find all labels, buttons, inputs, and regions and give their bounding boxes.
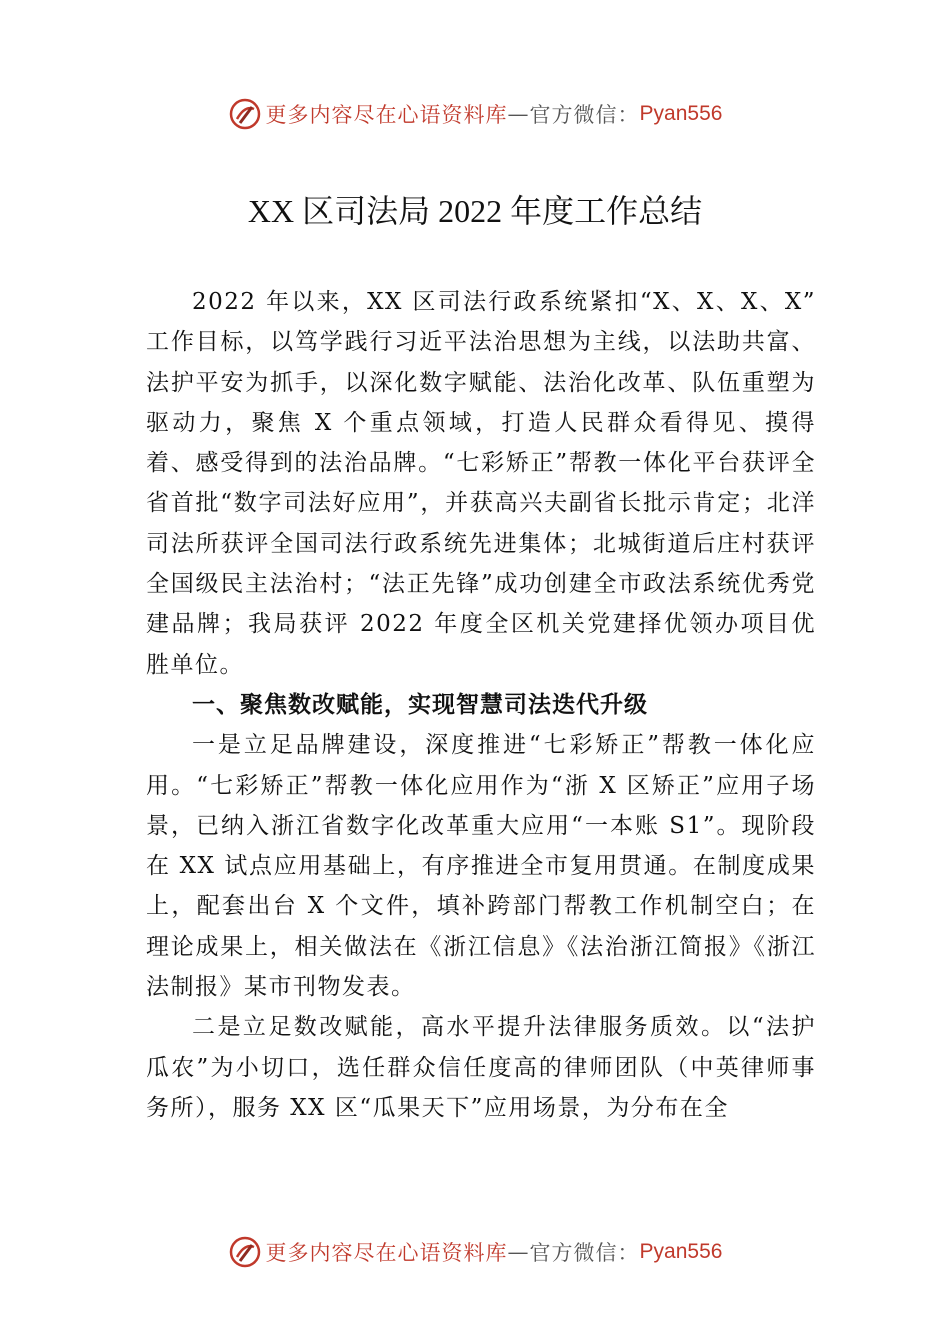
banner-wechat-label: 官方微信： <box>529 103 640 127</box>
banner-wechat-id: Pyan556 <box>639 102 723 125</box>
intro-paragraph: 2022 年以来，XX 区司法行政系统紧扣“X、X、X、X” 工作目标，以笃学践行习近平法治思想为主线，以法助共富、法护平安为抓手，以深化数字赋能、法治化改革、队伍重塑为驱动力，聚焦 X 个重点领域，打造人民群众看得见、摸得着、感受得到的法治品牌。“七彩矫正”帮教一体化平台获评全省首批“数字司法好应用”，并获高兴夫副省长批示肯定；北洋司法所获评全国司法行政系统先进集体；北城街道后庄村获评全国级民主法治村；“法正先锋”成功创建全市政法系统优秀党建品牌；我局获评 2022 年度全区机关党建择优领办项目优胜单位。 <box>146 289 816 678</box>
banner-wechat-id: Pyan556 <box>639 1240 723 1263</box>
header-banner <box>0 94 950 134</box>
banner-brand-text: 更多内容尽在心语资料库 <box>265 103 508 127</box>
banner-wechat-label: 官方微信： <box>529 1241 640 1265</box>
brand-logo-icon <box>228 97 262 131</box>
brand-logo-icon <box>228 1235 262 1269</box>
footer-banner <box>0 1232 950 1272</box>
body-paragraph-2: 二是立足数改赋能，高水平提升法律服务质效。以“法护瓜农”为小切口，选任群众信任度高的律师团队（中英律师事务所），服务 XX 区“瓜果天下”应用场景，为分布在全 <box>146 1014 816 1121</box>
banner-separator: — <box>507 102 530 126</box>
section-heading: 一、聚焦数改赋能，实现智慧司法迭代升级 <box>192 691 648 718</box>
banner-brand-text: 更多内容尽在心语资料库 <box>265 1241 508 1265</box>
document-title: XX 区司法局 2022 年度工作总结 <box>247 193 703 229</box>
body-paragraph-1: 一是立足品牌建设，深度推进“七彩矫正”帮教一体化应用。“七彩矫正”帮教一体化应用作为“浙 X 区矫正”应用子场景，已纳入浙江省数字化改革重大应用“一本账 S1”。现阶段在 XX 试点应用基础上，有序推进全市复用贯通。在制度成果上，配套出台 X 个文件，填补跨部门帮教工作机制空白；在理论成果上，相关做法在《浙江信息》《法治浙江简报》《浙江法制报》某市刊物发表。 <box>146 732 816 1001</box>
document-body <box>146 282 816 1128</box>
banner-separator: — <box>507 1240 530 1264</box>
